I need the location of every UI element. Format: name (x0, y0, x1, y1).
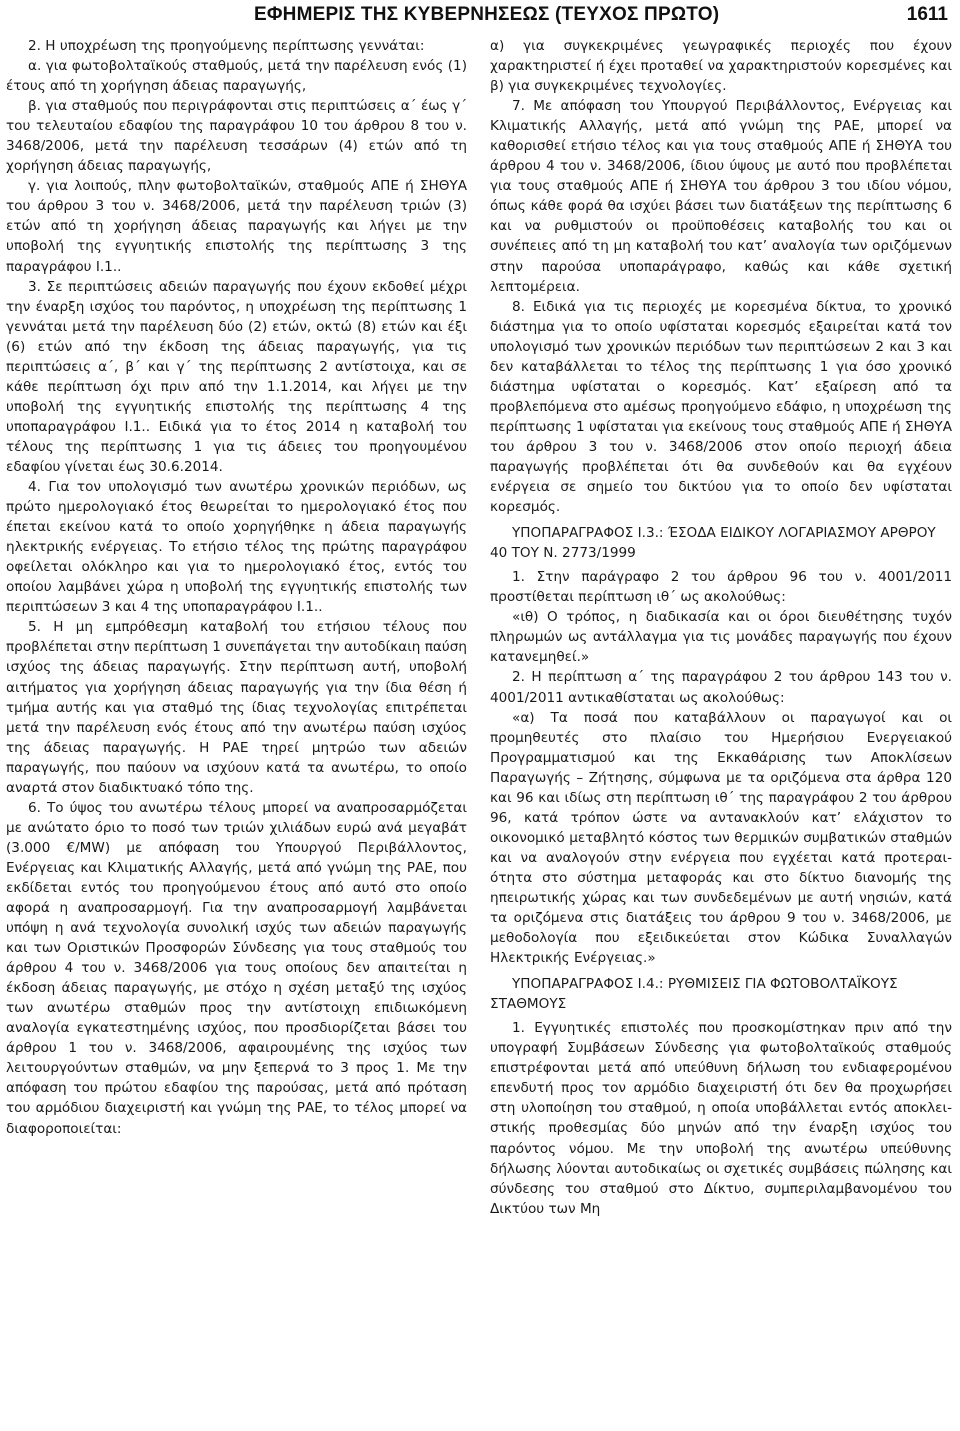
section-heading: ΥΠΟΠΑΡΑΓΡΑΦΟΣ Ι.3.: ΈΣΟΔΑ ΕΙΔΙΚΟΥ ΛΟΓΑΡΙΑΣΜΟΥ ΑΡΘΡΟΥ 40 ΤΟΥ Ν. 2773/1999 (490, 525, 936, 562)
right-column (490, 36, 952, 1219)
paragraph: 2. Η περίπτωση α΄ της παραγράφου 2 του άρθρου 143 του ν. 4001/2011 αντικαθίσταται ως ακολούθως: (490, 669, 952, 706)
section-heading: ΥΠΟΠΑΡΑΓΡΑΦΟΣ Ι.4.: ΡΥΘΜΙΣΕΙΣ ΓΙΑ ΦΩΤΟΒΟΛΤΑΪΚΟΥΣ ΣΤΑΘΜΟΥΣ (490, 976, 898, 1013)
paragraph: 5. Η μη εμπρόθεσμη καταβολή του ετήσιου τέλους που προβλέπεται στην περίπτωση 1 συνεπάγεται την αυτοδίκαιη παύση ισχύος της άδειας παραγωγής. Στην περίπτωση αυτή, υποβολή αιτήματος για χορήγηση άδειας παραγωγής για την ίδια θέση ή τμήμα αυτής και για σταθμό της ίδιας τεχνολογίας επιτρέπεται μετά την παρέλευση ενός έτους από την ανωτέρω παύση ισχύος της άδειας παραγωγής. Η ΡΑΕ τηρεί μητρώο των αδειών παραγωγής, που παύουν να ισχύουν κατά τα ανωτέρω, το οποίο αναρτά στον διαδικτυακό τόπο της. (6, 619, 467, 796)
paragraph: 4. Για τον υπολογισμό των ανωτέρω χρονικών περιόδων, ως πρώτο ημερολογιακό έτος θεωρείται το ημερολογιακό έτος που έπεται εκείνου κατά το οποίο χορηγήθηκε η άδεια παραγωγής ηλεκτρικής ενέργειας. Το ετήσιο τέλος της πρώτης παραγράφου οφείλεται ολόκληρο και για το ημερολογιακό έτος, εντός του οποίου λαμβάνει χώρα η υποβολή της εγγυητικής επιστολής των περιπτώσεων 3 και 4 της υποπαραγράφου Ι.1.. (6, 479, 467, 616)
paragraph: 1. Εγγυητικές επιστολές που προσκομίστηκαν πριν από την υπογραφή Συμβάσεων Σύνδεσης για φωτοβολταϊκούς σταθμούς επιστρέφονται μετά από υπεύθυνη δήλωση του ενδιαφερομένου επενδυτή προς τον αρμόδιο διαχειριστή ότι δεν θα προχωρήσει στη υλοποίηση του σταθμού, η οποία υποβάλλεται εντός αποκλειστικής προθεσμίας δύο μηνών από την έναρξη ισχύος του παρόντος νόμου. Με την υποβολή της ανωτέρω υπεύθυνης δήλωσης λύονται αυτοδικαίως οι σχετικές συμβάσεις πώλησης και σύνδεσης του σταθμού στο Δίκτυο, συμπεριλαμβανομένου του Δικτύου των Μη (490, 1020, 952, 1217)
page-number: 1611 (906, 4, 948, 25)
paragraph: 2. Η υποχρέωση της προηγούμενης περίπτωσης γεννάται: (28, 38, 425, 54)
paragraph: α) για συγκεκριμένες γεωγραφικές περιοχές που έχουν χαρακτηριστεί ή έχει προταθεί να χαρακτηριστούν κορεσμένες και β) για συγκεκριμένες τεχνολογίες. (490, 38, 952, 95)
left-column (6, 36, 467, 1139)
paragraph: β. για σταθμούς που περιγράφονται στις περιπτώσεις α΄ έως γ΄ του τελευταίου εδαφίου της παραγράφου 10 του άρθρου 8 του ν. 3468/2006, μετά την παρέλευση τεσσάρων (4) ετών από τη χορήγηση άδειας παραγωγής, (6, 98, 467, 175)
paragraph: 6. Το ύψος του ανωτέρω τέλους μπορεί να αναπροσαρμόζεται με ανώτατο όριο το ποσό των τριών χιλιάδων ευρώ ανά μεγαβάτ (3.000 €/MW) με απόφαση του Υπουργού Περιβάλλοντος, Ενέργειας και Κλιματικής Αλλαγής, μετά από γνώμη της ΡΑΕ, που εκδίδεται εντός του προηγούμενου έτους από αυτό στο οποίο αφορά η αναπροσαρμογή. Για την αναπροσαρμογή λαμβάνεται υπόψη η ανά τεχνολογία συνολική ισχύς των αδειών παραγωγής και των Οριστικών Προσφορών Σύνδεσης για τους σταθμούς του άρθρου 4 του ν. 3468/2006 για τους οποίους δεν απαιτείται η έκδοση άδειας παραγωγής, με στόχο η σχέση μεταξύ της ισχύος των ανωτέρω σταθμών προς την αντίστοιχη επιδιωκόμενη αναλογία εγκατεστημένης ισχύος, που προσδιορίζεται βάσει του άρθρου 1 του ν. 3468/2006, αφαιρουμένης της ισχύος των λειτουργούντων σταθμών, να μην ξεπερνά το 3 προς 1. Με την απόφαση του πρώτου εδαφίου της παρούσας, μετά από πρόταση του αρμόδιου διαχειριστή και γνώμη της ΡΑΕ, το τέλος μπορεί να διαφοροποιείται: (6, 799, 467, 1137)
paragraph: «ιθ) Ο τρόπος, η διαδικασία και οι όροι διευθέτησης τυχόν πληρωμών ως αντάλλαγμα για τις μονάδες παραγωγής που έχουν κατανεμηθεί.» (490, 609, 952, 666)
paragraph: α. για φωτοβολταϊκούς σταθμούς, μετά την παρέλευση ενός (1) έτους από τη χορήγηση άδειας παραγωγής, (6, 58, 467, 95)
paragraph: 7. Με απόφαση του Υπουργού Περιβάλλοντος, Ενέργειας και Κλιματικής Αλλαγής, μετά από γνώμη της ΡΑΕ, μπορεί να καθορισθεί ετήσιο τέλος και για τους σταθμούς ΑΠΕ ή ΣΗΘΥΑ του άρθρου 4 του ν. 3468/2006, ίδιου ύψους με αυτό που προβλέπεται για τους σταθμούς ΑΠΕ ή ΣΗΘΥΑ του άρθρου 3 του ιδίου νόμου, όπως κάθε φορά θα ισχύει βάσει των διατάξεων της περίπτωσης 6 και να ρυθμιστούν οι προϋποθέσεις καταβολής του και οι συνέπειες από τη μη καταβολή του κατ’ αναλογία των οριζόμενων στην παρούσα υποπαράγραφο, καθώς και κάθε σχετική λεπτομέρεια. (490, 98, 952, 295)
page-header (0, 0, 960, 34)
gazette-title: ΕΦΗΜΕΡΙΣ ΤΗΣ ΚΥΒΕΡΝΗΣΕΩΣ (ΤΕΥΧΟΣ ΠΡΩΤΟ) (254, 4, 720, 25)
paragraph: 8. Ειδικά για τις περιοχές με κορεσμένα δίκτυα, το χρονικό διάστημα για το οποίο υφίσταται κορεσμός εξαιρείται κατά τον υπολογισμό των χρονικών περιόδων των περιπτώσεων 2 και 3 και δεν καταβάλλεται το τέλος της περίπτωσης 1 για όσο χρονικό διάστημα υφίσταται ο κορεσμός. Κατ’ εξαίρεση από τα προβλεπόμενα στο αμέσως προηγούμενο εδάφιο, η υποχρέωση της περίπτωσης 1 υφίσταται για εκείνους τους σταθμούς ΑΠΕ ή ΣΗΘΥΑ του άρθρου 3 του ν. 3468/2006 στον οποίο περιοχή άδεια παραγωγής προβλέπεται ότι θα συνδεθούν και θα εγχέουν ενέργεια σε σημείο του δικτύου για το οποίο δεν υφίσταται κορεσμός. (490, 298, 952, 516)
paragraph: «α) Τα ποσά που καταβάλλουν οι παραγωγοί και οι προμηθευτές στο πλαίσιο του Ημερήσιου Ενεργειακού Προγραμματισμού και της Εκκαθάρισης των Αποκλίσεων Παραγωγής – Ζήτησης, σύμφωνα με τα οριζόμενα στα άρθρα 120 και 96 και ιδίως στη περίπτωση ιθ΄ της παραγράφου 2 του άρθρου 96, κατά τρόπον ώστε να αντανακλούν κατ’ ελάχιστον το οικονομικό μεταβλητό κόστος των θερμικών συμβατικών σταθμών και να αναλογούν στην ενέργεια που εγχέεται κατά προτεραιότητα στο σύστημα μεταφοράς και στο δίκτυο διανομής της ηπειρωτικής χώρας και των συνδεδεμένων με αυτή νησιών, κατά τα οριζόμενα στις διατάξεις του άρθρου 9 του ν. 3468/2006, με μεθοδολογία που εξειδικεύεται στον Κώδικα Συναλλαγών Ηλεκτρικής Ενέργειας.» (490, 709, 952, 967)
paragraph: γ. για λοιπούς, πλην φωτοβολταϊκών, σταθμούς ΑΠΕ ή ΣΗΘΥΑ του άρθρου 3 του ν. 3468/2006, μετά την παρέλευση τριών (3) ετών από τη χορήγηση άδειας παραγωγής και λήγει με την υποβολή της εγγυητικής επιστολής της περίπτωσης 3 της παραγράφου Ι.1.. (6, 178, 467, 275)
paragraph: 3. Σε περιπτώσεις αδειών παραγωγής που έχουν εκδοθεί μέχρι την έναρξη ισχύος του παρόντος, η υποχρέωση της περίπτωσης 1 γεννάται μετά την παρέλευση δύο (2) ετών, οκτώ (8) ετών και έξι (6) ετών από την έκδοση της άδειας παραγωγής, για τις περιπτώσεις α΄, β΄ και γ΄ της περίπτωσης 2 αντίστοιχα, και σε κάθε περίπτωση όχι πριν από την 1.1.2014, και λήγει με την υποβολή της εγγυητικής επιστολής της περίπτωσης 4 της υποπαραγράφου Ι.1.. Ειδικά για το έτος 2014 η καταβολή του τέλους της περίπτωσης 1 για τις άδειες του προηγουμένου εδαφίου γίνεται έως 30.6.2014. (6, 278, 467, 475)
paragraph: 1. Στην παράγραφο 2 του άρθρου 96 του ν. 4001/2011 προστίθεται περίπτωση ιθ΄ ως ακολούθως: (490, 569, 952, 606)
